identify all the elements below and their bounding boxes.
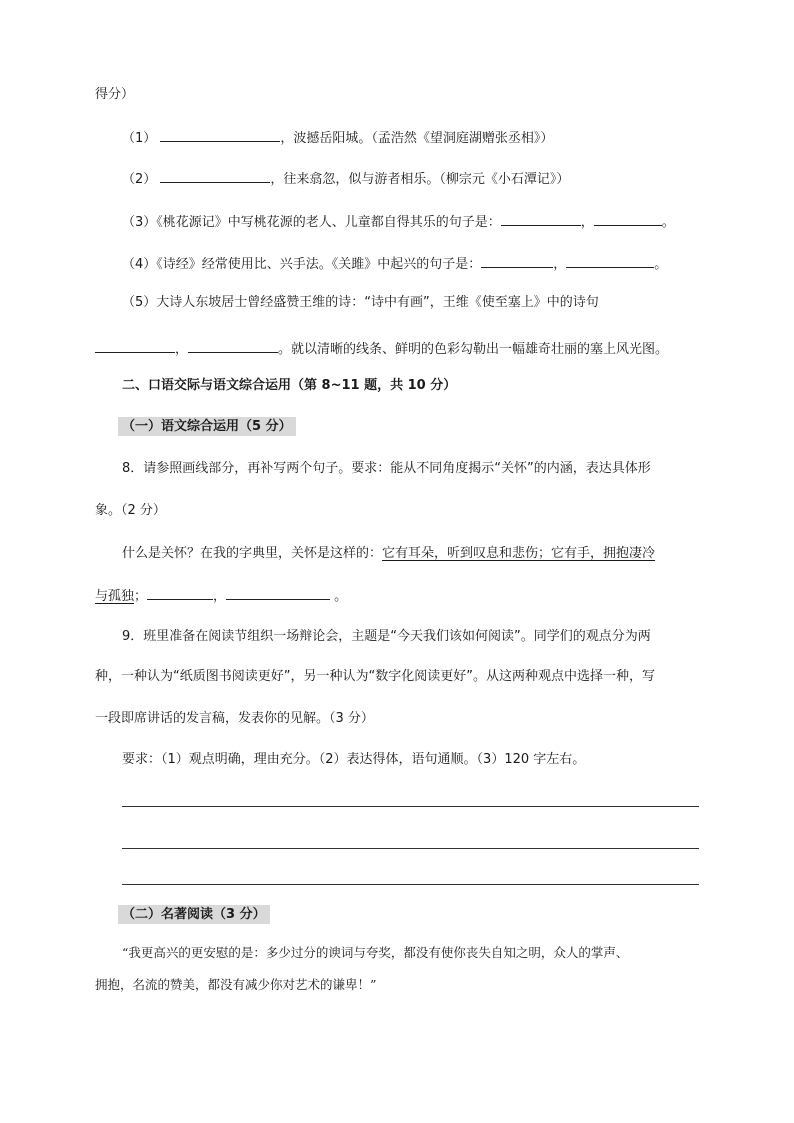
item-5-blank-1[interactable] xyxy=(95,338,175,353)
q8-example-underlined-1: 它有耳朵，听到叹息和悲伤；它有手，拥抱凄冷 xyxy=(382,546,656,561)
item-1-text: ，波撼岳阳城。（孟浩然《望洞庭湖赠张丞相》） xyxy=(280,131,554,146)
q8-example-plain: 什么是关怀？在我的字典里，关怀是这样的： xyxy=(122,546,383,561)
q8-end: 。 xyxy=(330,589,348,604)
answer-line-2[interactable] xyxy=(122,848,699,849)
q8-line-1: 8．请参照画线部分，再补写两个句子。要求：能从不同角度揭示“关怀”的内涵，表达具体形 xyxy=(122,461,651,476)
item-3-separator: ， xyxy=(580,215,594,230)
item-3-blank-2[interactable] xyxy=(594,211,662,226)
item-2-text: ，往来翕忽，似与游者相乐。（柳宗元《小石潭记》） xyxy=(270,172,570,187)
section-2-title: 二、口语交际与语文综合运用（第 8~11 题，共 10 分） xyxy=(122,378,457,393)
item-2-number: （2） xyxy=(122,172,157,187)
q9-line-2: 种，一种认为“纸质图书阅读更好”，另一种认为“数字化阅读更好”。从这两种观点中选择一种，写 xyxy=(95,669,655,684)
q8-example-line-1 xyxy=(122,545,655,563)
q8-example-underlined-2: 与孤独 xyxy=(95,589,135,604)
q8-example-line-2 xyxy=(95,585,347,606)
item-5-separator: ， xyxy=(175,342,189,357)
item-1-blank[interactable] xyxy=(160,127,280,142)
answer-line-3[interactable] xyxy=(122,884,699,885)
item-2-blank[interactable] xyxy=(160,168,270,183)
answer-line-1[interactable] xyxy=(122,806,699,807)
item-3-text: （3）《桃花源记》中写桃花源的老人、儿童都自得其乐的句子是： xyxy=(122,215,501,230)
item-4 xyxy=(122,253,667,274)
q8-separator-2: ， xyxy=(213,589,227,604)
item-1-number: （1） xyxy=(122,131,157,146)
q9-requirements: 要求：（1）观点明确，理由充分。（2）表达得体，语句通顺。（3）120 字左右。 xyxy=(122,752,586,767)
page-top-text: 得分） xyxy=(95,87,135,102)
q9-line-1: 9．班里准备在阅读节组织一场辩论会，主题是“今天我们该如何阅读”。同学们的观点分为两 xyxy=(122,629,651,644)
item-3-blank-1[interactable] xyxy=(501,211,581,226)
item-4-blank-1[interactable] xyxy=(481,253,553,268)
item-4-blank-2[interactable] xyxy=(566,253,654,268)
item-3 xyxy=(122,211,675,232)
item-1 xyxy=(122,127,553,148)
item-4-separator: ， xyxy=(553,257,567,272)
quote-line-2: 拥抱，名流的赞美，都没有减少你对艺术的谦卑！” xyxy=(95,977,377,992)
item-2 xyxy=(122,168,569,189)
quote-line-1: “我更高兴的更安慰的是：多少过分的谀词与夸奖，都没有使你丧失自知之明，众人的掌声、 xyxy=(122,945,629,960)
item-5-line-2 xyxy=(95,338,668,359)
item-4-text: （4）《诗经》经常使用比、兴手法。《关雎》中起兴的句子是： xyxy=(122,257,482,272)
item-4-end: 。 xyxy=(654,257,668,272)
q9-line-3: 一段即席讲话的发言稿，发表你的见解。（3 分） xyxy=(95,711,374,726)
q8-separator-1: ； xyxy=(134,589,148,604)
subsection-1-title: （一）语文综合运用（5 分） xyxy=(118,418,296,436)
item-5-line-1: （5）大诗人东坡居士曾经盛赞王维的诗：“诗中有画”，王维《使至塞上》中的诗句 xyxy=(122,295,599,310)
item-5-blank-2[interactable] xyxy=(188,338,278,353)
item-5-text: 。就以清晰的线条、鲜明的色彩勾勒出一幅雄奇壮丽的塞上风光图。 xyxy=(278,342,669,357)
q8-blank-1[interactable] xyxy=(147,585,213,600)
subsection-2-title: （二）名著阅读（3 分） xyxy=(118,906,270,924)
item-3-end: 。 xyxy=(661,215,675,230)
q8-line-2: 象。（2 分） xyxy=(95,503,166,518)
q8-blank-2[interactable] xyxy=(226,585,330,600)
